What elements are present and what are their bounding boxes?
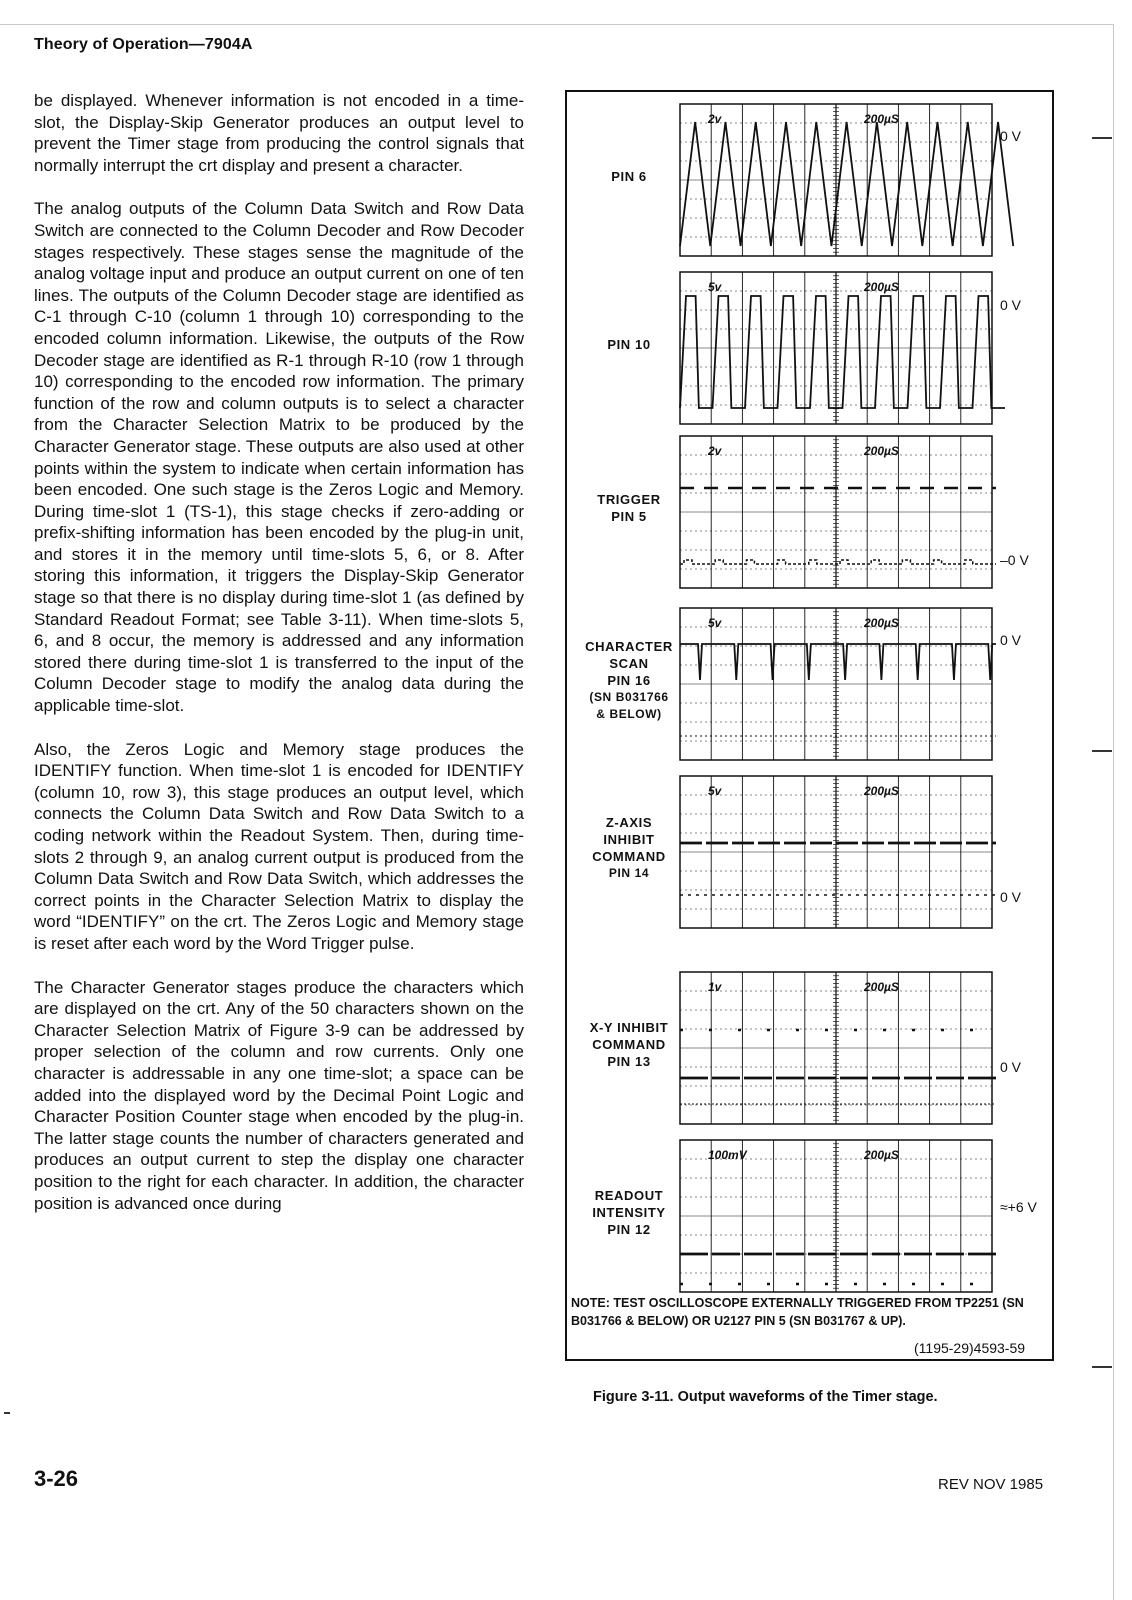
scope-label-line: PIN 16 (607, 672, 651, 688)
revision-date: REV NOV 1985 (938, 1476, 1044, 1493)
volts-per-div: 100mV (708, 1148, 747, 1162)
reference-voltage: 0 V (1000, 128, 1022, 144)
margin-mark (1092, 750, 1112, 752)
margin-mark (1092, 137, 1112, 139)
volts-per-div: 1v (708, 980, 722, 994)
volts-per-div: 2v (708, 112, 722, 126)
scope-label-line: (SN B031766 (589, 689, 669, 704)
volts-per-div: 5v (708, 280, 722, 294)
reference-voltage: 0 V (1000, 1059, 1022, 1075)
scope-label-line: TRIGGER (597, 492, 661, 507)
scope-channel-label (564, 814, 694, 882)
trace (680, 122, 1013, 246)
figure-caption: Figure 3-11. Output waveforms of the Timer stage. (593, 1389, 938, 1405)
running-header: Theory of Operation—7904A (34, 36, 253, 53)
time-per-div: 200µS (864, 784, 899, 798)
scope-label-line: Z-AXIS (605, 815, 653, 830)
time-per-div: 200µS (864, 444, 899, 458)
scope-channel-label (564, 638, 694, 723)
time-per-div: 200µS (864, 616, 899, 630)
scope-label-line: CHARACTER (585, 638, 673, 654)
time-per-div: 200µS (864, 1148, 899, 1162)
scope-label-line: INTENSITY (592, 1204, 666, 1220)
margin-mark (1092, 1366, 1112, 1368)
volts-per-div: 5v (708, 616, 722, 630)
page-number: 3-26 (34, 1466, 79, 1491)
scope-label-line: INHIBIT (603, 832, 655, 847)
scope-channel-label (564, 491, 694, 525)
body-paragraph: The analog outputs of the Column Data Switch and Row Data Switch are connected to the Column Decoder and Row Decoder stages respectively. These stages sense the magnitude of the analog voltage input and produce an output current on one of ten lines. The outputs of the Column Decoder stage are identified as C-1 through C-10 (column 1 through 10) corresponding to the encoded column information. Likewise, the outputs of the Row Decoder stage are identified as R-1 through R-10 (row 1 through 10) corresponding to the encoded row information. The primary function of the row and column outputs is to select a character from the Character Selection Matrix to be produced by the Character Generator stage. These outputs are also used at other points within the system to indicate when certain information has been encoded. One such stage is the Zeros Logic and Memory. During time-slot 1 (TS-1), this stage checks if zero-adding or prefix-shifting information has been encoded by the plug-in unit, and stores it in the memory until time-slots 5, 6, or 8. After storing this information, it triggers the Display-Skip Generator stage so that there is no display during time-slot 1 (as defined by Standard Readout Format; see Table 3-11). When time-slots 5, 6, and 8 occur, the memory is addressed and any information stored there during time-slot 1 is transferred to the input of the Column Decoder stage to modify the analog data during the applicable time-slot. (34, 199, 524, 716)
figure-id: (1195-29)4593-59 (914, 1340, 1026, 1356)
scope-label-line: PIN 13 (607, 1053, 651, 1069)
time-per-div: 200µS (864, 280, 899, 294)
scope-label-line: X-Y INHIBIT (589, 1019, 669, 1035)
reference-voltage: 0 V (1000, 297, 1022, 313)
trace (680, 560, 996, 564)
scope-channel-label (564, 1019, 694, 1070)
scope-label-line: PIN 6 (611, 168, 647, 184)
scope-label-line: COMMAND (592, 849, 666, 864)
scope-channel-label (564, 1187, 694, 1238)
figure-note: NOTE: TEST OSCILLOSCOPE EXTERNALLY TRIGGERED FROM TP2251 (SN B031766 & BELOW) OR U2127 PIN 5 (SN B031767 & UP). (571, 1296, 1024, 1328)
body-paragraph: Also, the Zeros Logic and Memory stage produces the IDENTIFY function. When time-slot 1 is encoded for IDENTIFY (column 10, row 3), this stage produces an output level, which connects the Column Data Switch and Row Data Switch to a coding network within the Readout System. Then, during time-slots 2 through 9, an analog current output is produced from the Column Data Switch and Row Data Switch, which addresses the correct points in the Character Selection Matrix to display the word “IDENTIFY” on the crt. The Zeros Logic and Memory stage is reset after each word by the Word Trigger pulse. (34, 739, 524, 953)
volts-per-div: 5v (708, 784, 722, 798)
time-per-div: 200µS (864, 112, 899, 126)
body-paragraph: The Character Generator stages produce the characters which are displayed on the crt. Any of the 50 characters shown on the Character Selection Matrix of Figure 3-9 can be addressed by proper selection of the column and row currents. Only one character is addressable in any one time-slot; a space can be added into the displayed word by the Decimal Point Logic and Character Position Counter stage when encoded by the plug-in. The latter stage counts the number of characters generated and produces an output current to step the display one character position to the right for each character. In addition, the character position is advanced once during (34, 977, 524, 1213)
trace (680, 644, 996, 680)
trace (680, 296, 1005, 408)
scope-label-line: SCAN (609, 655, 649, 671)
scope-channel-label (564, 336, 694, 353)
reference-voltage: 0 V (1000, 889, 1022, 905)
margin-mark (4, 1412, 10, 1414)
scope-label-line: PIN 12 (607, 1221, 651, 1237)
reference-voltage: ≈+6 V (1000, 1199, 1037, 1215)
scope-label-line: PIN 10 (607, 336, 651, 352)
scope-label-line: PIN 5 (611, 509, 647, 524)
scope-channel-label (564, 168, 694, 185)
scope-label-line: PIN 14 (608, 866, 650, 880)
time-per-div: 200µS (864, 980, 899, 994)
volts-per-div: 2v (708, 444, 722, 458)
reference-voltage: 0 V (1000, 632, 1022, 648)
scope-label-line: & BELOW) (596, 706, 662, 721)
reference-voltage: –0 V (1000, 552, 1029, 568)
scope-label-line: READOUT (594, 1187, 664, 1203)
scope-label-line: COMMAND (592, 1036, 666, 1052)
body-paragraph: be displayed. Whenever information is not encoded in a time-slot, the Display-Skip Generator produces an output level to prevent the Timer stage from producing the control signals that normally interrupt the crt display and present a character. (34, 91, 524, 175)
